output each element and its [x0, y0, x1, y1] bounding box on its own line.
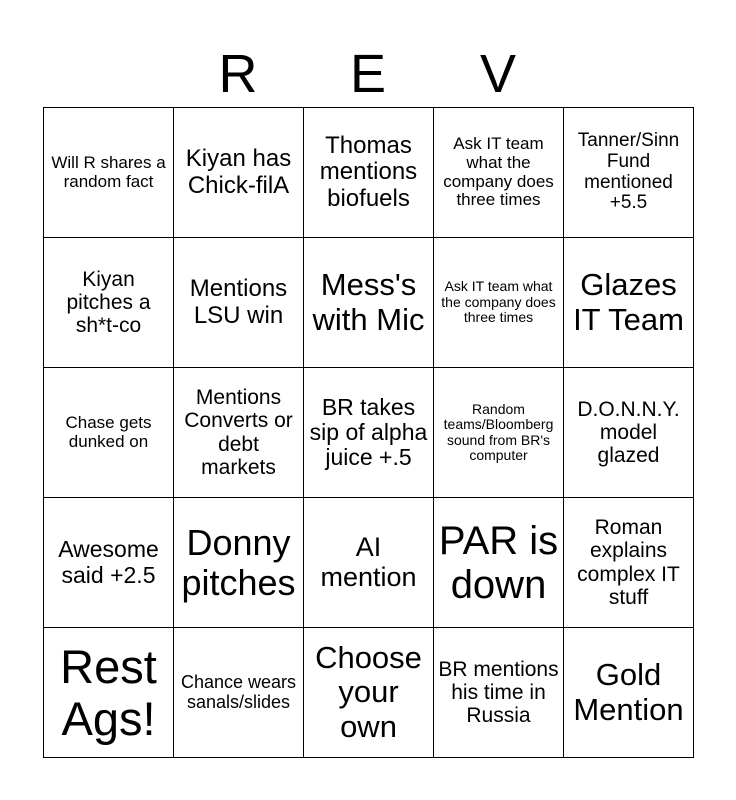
bingo-header	[43, 40, 693, 108]
bingo-cell[interactable]	[44, 368, 174, 498]
cell-text: BR mentions his time in Russia	[438, 657, 559, 728]
bingo-cell[interactable]	[304, 108, 434, 238]
cell-text: Roman explains complex IT stuff	[577, 516, 680, 609]
board-row	[44, 108, 694, 238]
bingo-cell[interactable]	[304, 238, 434, 368]
cell-text: Kiyan has Chick-filA	[185, 145, 292, 199]
bingo-cell[interactable]	[564, 238, 694, 368]
board-row	[44, 628, 694, 758]
bingo-cell[interactable]	[174, 368, 304, 498]
cell-text: AI mention	[320, 531, 417, 592]
cell-text: Chance wears sanals/slides	[180, 671, 297, 712]
cell-text: Gold Mention	[573, 657, 684, 727]
bingo-cell[interactable]	[44, 108, 174, 238]
cell-text: BR takes sip of alpha juice +.5	[309, 393, 428, 471]
bingo-cell[interactable]	[44, 628, 174, 758]
bingo-cell[interactable]	[174, 498, 304, 628]
cell-text: Ask IT team what the company does three times	[441, 278, 556, 326]
bingo-cell[interactable]	[434, 498, 564, 628]
bingo-cell[interactable]	[44, 238, 174, 368]
bingo-cell[interactable]	[564, 628, 694, 758]
cell-text: Random teams/Bloomberg sound from BR's computer	[443, 400, 554, 463]
bingo-board	[43, 107, 694, 758]
cell-text: Kiyan pitches a sh*t-co	[66, 267, 151, 338]
bingo-cell[interactable]	[174, 238, 304, 368]
board-row	[44, 368, 694, 498]
bingo-cell[interactable]	[434, 108, 564, 238]
cell-text: Ask IT team what the company does three times	[443, 134, 554, 210]
bingo-cell[interactable]	[434, 368, 564, 498]
bingo-cell[interactable]	[304, 628, 434, 758]
cell-text: Chase gets dunked on	[65, 412, 152, 451]
cell-text: Awesome said +2.5	[58, 536, 159, 588]
header-letter-e: E	[349, 44, 387, 104]
cell-text: PAR is down	[438, 518, 559, 607]
bingo-cell[interactable]	[434, 238, 564, 368]
cell-text: Thomas mentions biofuels	[319, 131, 418, 212]
bingo-cell[interactable]	[174, 628, 304, 758]
header-letter-r: R	[218, 44, 258, 104]
bingo-cell[interactable]	[564, 498, 694, 628]
header-letter-v: V	[479, 44, 517, 104]
bingo-cell[interactable]	[304, 368, 434, 498]
cell-text: Tanner/Sinn Fund mentioned +5.5	[577, 129, 680, 214]
board-row	[44, 238, 694, 368]
board-row	[44, 498, 694, 628]
bingo-cell[interactable]	[304, 498, 434, 628]
cell-text: Mentions Converts or debt markets	[184, 386, 293, 479]
cell-text: Rest Ags!	[60, 639, 157, 745]
cell-text: Will R shares a random fact	[51, 152, 166, 191]
cell-text: Glazes IT Team	[573, 267, 684, 337]
bingo-cell[interactable]	[564, 368, 694, 498]
bingo-cell[interactable]	[174, 108, 304, 238]
cell-text: Mentions LSU win	[189, 275, 288, 329]
cell-text: Mess's with Mic	[312, 267, 425, 337]
cell-text: Choose your own	[315, 640, 422, 744]
cell-text: Donny pitches	[181, 521, 296, 603]
bingo-cell[interactable]	[564, 108, 694, 238]
cell-text: D.O.N.N.Y. model glazed	[577, 397, 680, 468]
bingo-cell[interactable]	[44, 498, 174, 628]
bingo-cell[interactable]	[434, 628, 564, 758]
